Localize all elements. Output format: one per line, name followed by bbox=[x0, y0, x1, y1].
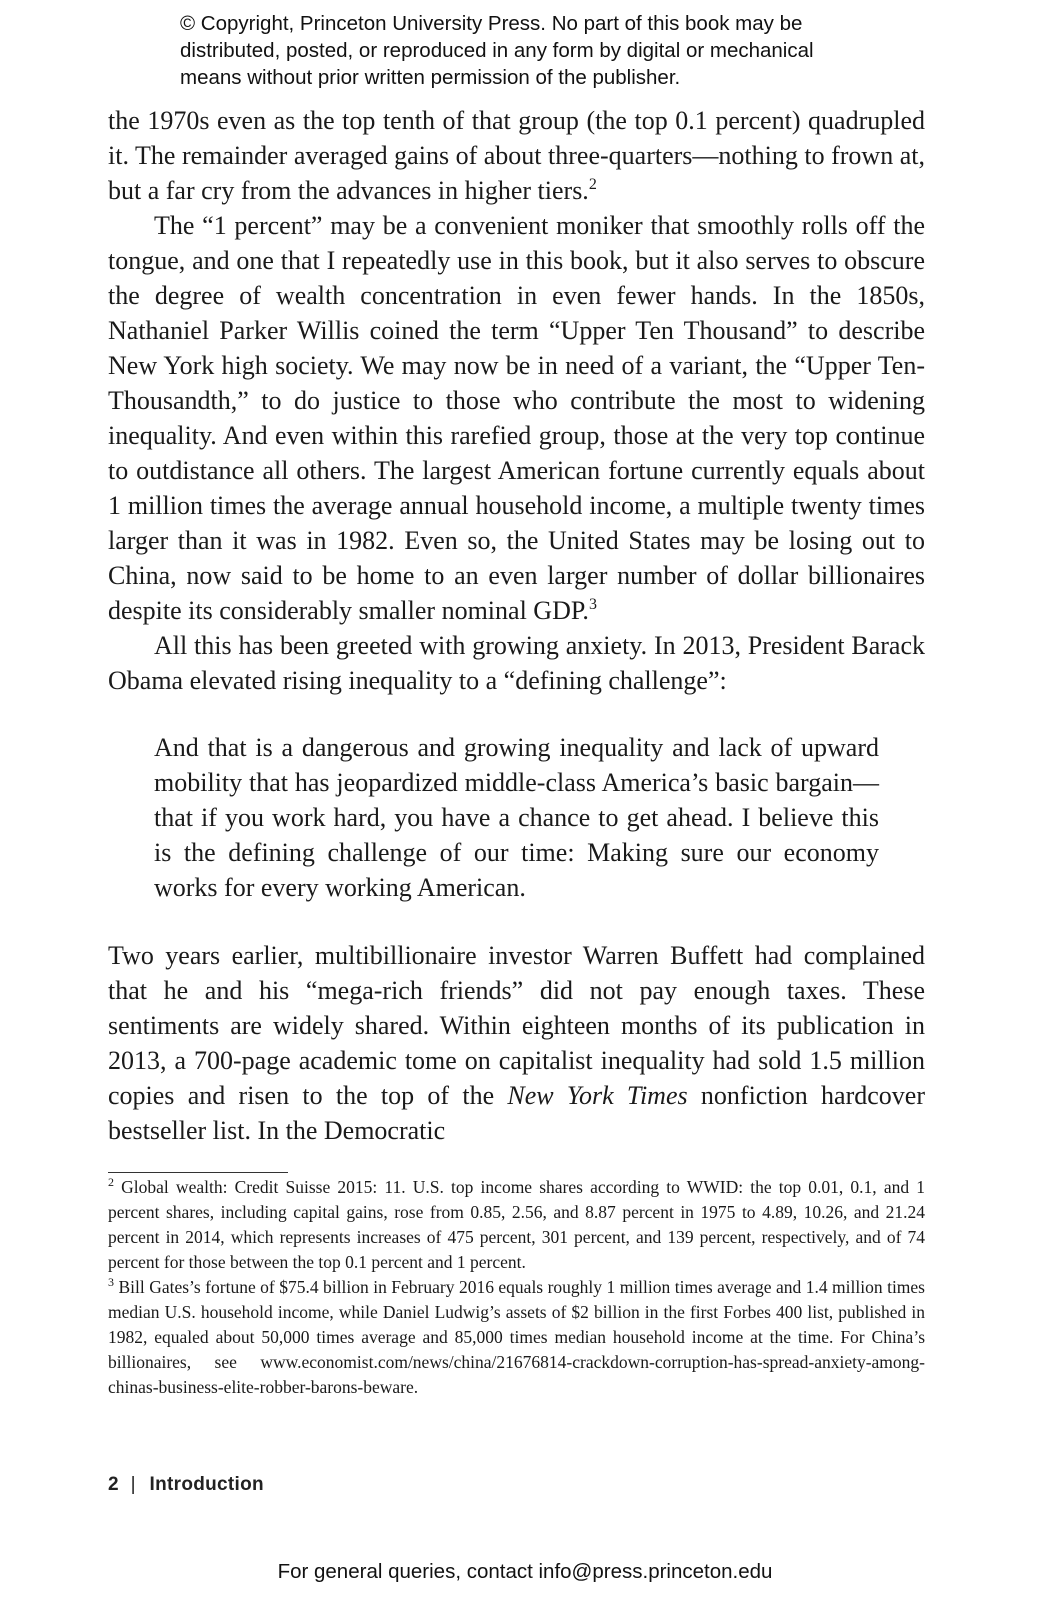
copyright-line-1: © Copyright, Princeton University Press. No part of this book may be bbox=[180, 12, 803, 35]
footnotes bbox=[108, 1175, 925, 1400]
footnote-3 bbox=[108, 1275, 925, 1400]
paragraph-4 bbox=[108, 938, 925, 1148]
copyright-notice bbox=[180, 10, 940, 91]
folio-separator: | bbox=[130, 1474, 136, 1495]
footnote-3-text: Bill Gates’s fortune of $75.4 billion in February 2016 equals roughly 1 million times average and 1.4 million times median U.S. household income, while Daniel Ludwig’s assets of $2 billion in the first Forbes 400 list, published in 1982, equaled about 50,000 times average and 85,000 times median household income at the time. For China’s billionaires, see www.economist.com/news/china/21676814-crackdown-corruption-has-spread-anxiety-among-chinas-business-elite-robber-barons-beware. bbox=[108, 1277, 925, 1397]
footnote-ref-3[interactable]: 3 bbox=[588, 596, 597, 613]
paragraph-4-text-before: Two years earlier, multibillionaire investor Warren Buffett had complained that he and his “mega-rich friends” did not pay enough taxes. These sentiments are widely shared. Within eighteen months of its publication in 2013, a 700-page academic tome on capitalist inequality had sold 1.5 million copies and risen to the top of the bbox=[108, 941, 925, 1110]
paragraph-4-text-after: nonfiction hardcover bestseller list. In the Democratic bbox=[108, 1081, 925, 1145]
footnote-3-mark: 3 bbox=[108, 1275, 114, 1289]
paragraph-2 bbox=[108, 208, 925, 628]
paragraph-1-text: the 1970s even as the top tenth of that group (the top 0.1 percent) quadrupled it. The remainder averaged gains of about three-quarters—nothing to frown at, but a far cry from the advances in higher tiers. bbox=[108, 106, 925, 205]
footnote-2 bbox=[108, 1175, 925, 1275]
footnote-2-text: Global wealth: Credit Suisse 2015: 11. U.S. top income shares according to WWID: the top 0.01, 0.1, and 1 percent shares, including capital gains, rose from 0.85, 2.56, and 8.87 percent in 1975 to 4.89, 10.26, and 21.24 percent in 2014, which represents increases of 475 percent, 301 percent, and 139 percent, respectively, and of 74 percent for those between the top 0.1 percent and 1 percent. bbox=[108, 1177, 925, 1272]
paragraph-3: All this has been greeted with growing anxiety. In 2013, President Barack Obama elevated rising inequality to a “defining challenge”: bbox=[108, 631, 925, 695]
footnote-divider bbox=[108, 1172, 288, 1173]
main-body-text bbox=[108, 103, 925, 1148]
running-section-title: Introduction bbox=[149, 1474, 264, 1495]
contact-notice: For general queries, contact info@press.princeton.edu bbox=[277, 1560, 773, 1583]
copyright-line-3: means without prior written permission of the publisher. bbox=[180, 66, 681, 89]
page-number: 2 bbox=[108, 1474, 119, 1495]
paragraph-1 bbox=[108, 103, 925, 208]
copyright-line-2: distributed, posted, or reproduced in any form by digital or mechanical bbox=[180, 39, 814, 62]
footnote-2-mark: 2 bbox=[108, 1175, 114, 1189]
page-footer bbox=[108, 1474, 264, 1496]
footnote-ref-2[interactable]: 2 bbox=[588, 176, 597, 193]
obama-quote: And that is a dangerous and growing inequality and lack of upward mobility that has jeopardized middle-class America’s basic bargain—that if you work hard, you have a chance to get ahead. I believe this is the defining challenge of our time: Making sure our economy works for every working American. bbox=[154, 733, 879, 902]
book-title-italic: New York Times bbox=[507, 1081, 688, 1110]
paragraph-2-text: The “1 percent” may be a convenient moniker that smoothly rolls off the tongue, and one that I repeatedly use in this book, but it also serves to obscure the degree of wealth concentration in even fewer hands. In the 1850s, Nathaniel Parker Willis coined the term “Upper Ten Thousand” to describe New York high society. We may now be in need of a variant, the “Upper Ten-Thousandth,” to do justice to those who contribute the most to widening inequality. And even within this rarefied group, those at the very top continue to outdistance all others. The largest American fortune currently equals about 1 million times the average annual household income, a multiple twenty times larger than it was in 1982. Even so, the United States may be losing out to China, now said to be home to an even larger number of dollar billionaires despite its considerably smaller nominal GDP. bbox=[108, 211, 925, 625]
